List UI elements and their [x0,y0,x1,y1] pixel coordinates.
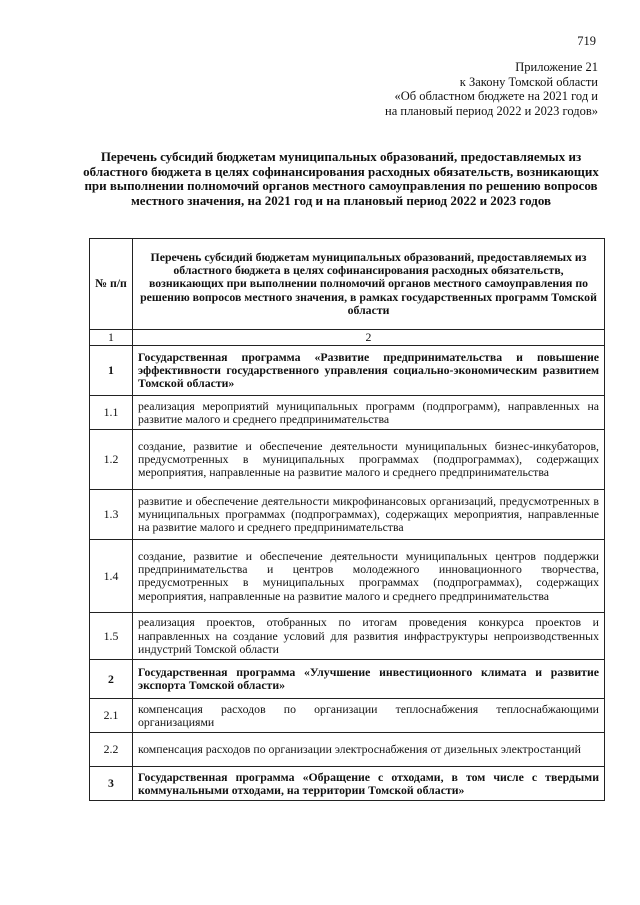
table-row [90,540,605,613]
table-row [90,660,605,699]
row-number: 1.1 [90,396,133,430]
program-title: Государственная программа «Улучшение инвестиционного климата и развитие экспорта Томской области» [133,660,605,699]
program-title: Государственная программа «Развитие предпринимательства и повышение эффективности государственного управления социально-экономическим развитием Томской области» [133,346,605,396]
subsidies-table [89,238,605,801]
row-number: 1.5 [90,613,133,660]
table-row [90,346,605,396]
row-number: 1 [90,346,133,396]
appendix-line: к Закону Томской области [459,74,598,89]
subsidy-description: создание, развитие и обеспечение деятельности муниципальных центров поддержки предпринимательства и центров молодежного инновационного творчества, предусмотренных в муниципальных программах (подпрограммах), содержащих мероприятия, направленные на развитие малого и среднего предпринимательства [133,540,605,613]
table-row [90,430,605,490]
appendix-block [298,60,598,118]
table-row [90,490,605,540]
appendix-line: на плановый период 2022 и 2023 годов» [385,103,598,118]
subsidy-description: создание, развитие и обеспечение деятельности муниципальных бизнес-инкубаторов, предусмотренных в муниципальных программах (подпрограммах), содержащих мероприятия, направленные на развитие малого и среднего предпринимательства [133,430,605,490]
document-title: Перечень субсидий бюджетам муниципальных образований, предоставляемых из областного бюджета в целях софинансирования расходных обязательств, возникающих при выполнении полномочий органов местного самоуправления по решению вопросов местного значения, на 2021 год и на плановый период 2022 и 2023 годов [83,149,599,208]
table-row [90,767,605,801]
table-body [90,346,605,801]
table-row [90,699,605,733]
column-index-2: 2 [133,330,605,346]
row-number: 3 [90,767,133,801]
appendix-line: Приложение 21 [515,60,598,74]
column-index-1: 1 [90,330,133,346]
table-row [90,733,605,767]
row-number: 1.2 [90,430,133,490]
row-number: 1.3 [90,490,133,540]
subsidy-description: развитие и обеспечение деятельности микрофинансовых организаций, предусмотренных в муниципальных программах (подпрограммах), содержащих мероприятия, направленные на развитие малого и среднего предпринимательства [133,490,605,540]
row-number: 2.1 [90,699,133,733]
column-index-row [90,330,605,346]
header-name: Перечень субсидий бюджетам муниципальных образований, предоставляемых из областного бюджета в целях софинансирования расходных обязательств, возникающих при выполнении полномочий органов местного самоуправления по решению вопросов местного значения, в рамках государственных программ Томской области [133,239,605,330]
header-num: № п/п [90,239,133,330]
appendix-line: «Об областном бюджете на 2021 год и [394,89,598,104]
table-row [90,396,605,430]
table-header-row [90,239,605,330]
row-number: 2.2 [90,733,133,767]
subsidy-description: реализация проектов, отобранных по итогам проведения конкурса проектов и направленных на создание условий для развития инфраструктуры непроизводственных индустрий Томской области [133,613,605,660]
table-row [90,613,605,660]
subsidy-description: компенсация расходов по организации электроснабжения от дизельных электростанций [133,733,605,767]
row-number: 2 [90,660,133,699]
subsidy-description: реализация мероприятий муниципальных программ (подпрограмм), направленных на развитие малого и среднего предпринимательства [133,396,605,430]
row-number: 1.4 [90,540,133,613]
page-number: 719 [577,34,596,48]
subsidy-description: компенсация расходов по организации теплоснабжения теплоснабжающими организациями [133,699,605,733]
program-title: Государственная программа «Обращение с отходами, в том числе с твердыми коммунальными отходами, на территории Томской области» [133,767,605,801]
